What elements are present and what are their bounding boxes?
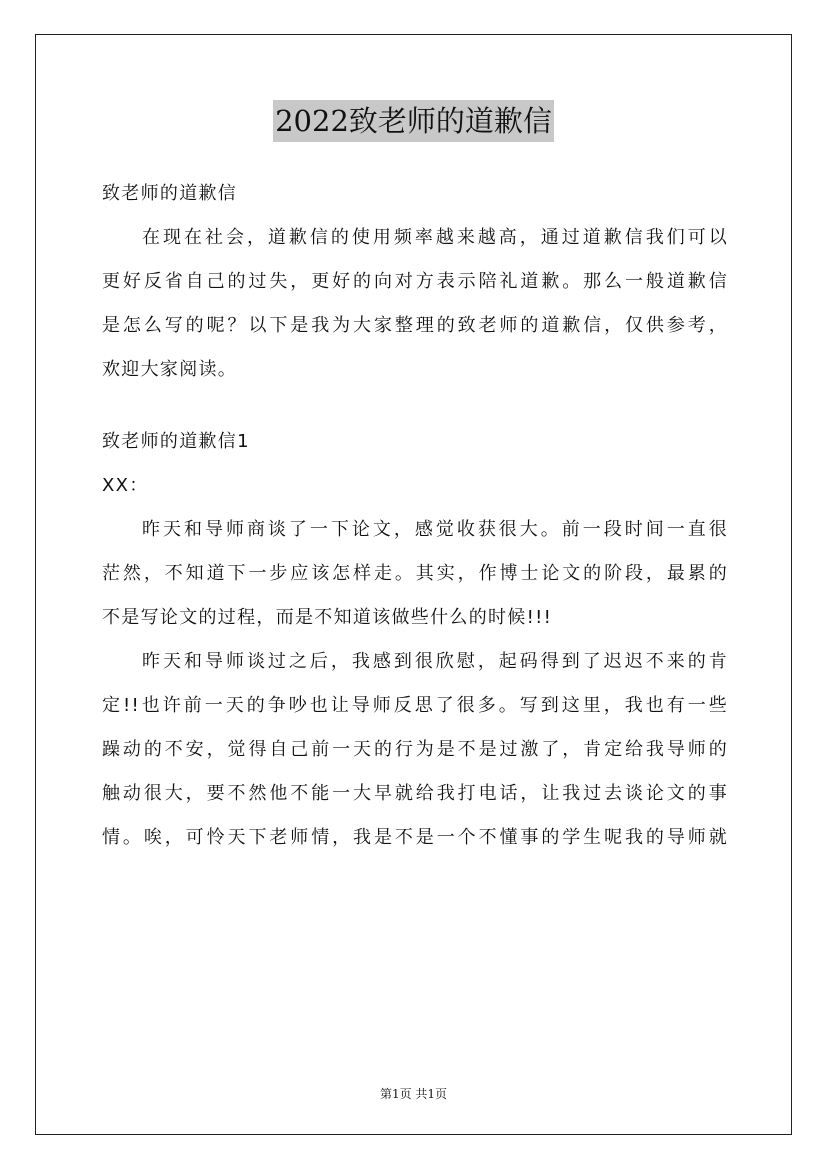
paragraph2-line: 定!!也许前一天的争吵也让导师反思了很多。写到这里，我也有一些 [102,695,728,716]
paragraph1-line: 茫然，不知道下一步应该怎样走。其实，作博士论文的阶段，最累的 [102,563,728,584]
section-heading: 致老师的道歉信 [102,183,238,204]
intro-line: 是怎么写的呢？以下是我为大家整理的致老师的道歉信，仅供参考， [102,315,728,336]
intro-line: 在现在社会，道歉信的使用频率越来越高，通过道歉信我们可以 [142,227,728,248]
paragraph1-line: 不是写论文的过程，而是不知道该做些什么的时候!!! [102,607,553,628]
intro-line: 更好反省自己的过失，更好的向对方表示陪礼道歉。那么一般道歉信 [102,271,728,292]
page-number-footer: 第1页 共1页 [379,1087,448,1101]
intro-line: 欢迎大家阅读。 [102,359,238,380]
document-title: 2022致老师的道歉信 [273,100,554,142]
paragraph2-line: 触动很大，要不然他不能一大早就给我打电话，让我过去谈论文的事 [102,783,728,804]
paragraph2-line: 昨天和导师谈过之后，我感到很欣慰，起码得到了迟迟不来的肯 [142,651,728,672]
document-body [102,172,728,860]
paragraph2-line: 躁动的不安，觉得自己前一天的行为是不是过激了，肯定给我导师的 [102,739,728,760]
letter-heading: 致老师的道歉信1 [102,431,250,452]
paragraph2-line: 情。唉，可怜天下老师情，我是不是一个不懂事的学生呢我的导师就 [102,827,728,848]
paragraph1-line: 昨天和导师商谈了一下论文，感觉收获很大。前一段时间一直很 [142,519,728,540]
letter-salutation: XX： [102,475,149,496]
title-container [0,100,827,142]
blank-line [102,392,728,420]
